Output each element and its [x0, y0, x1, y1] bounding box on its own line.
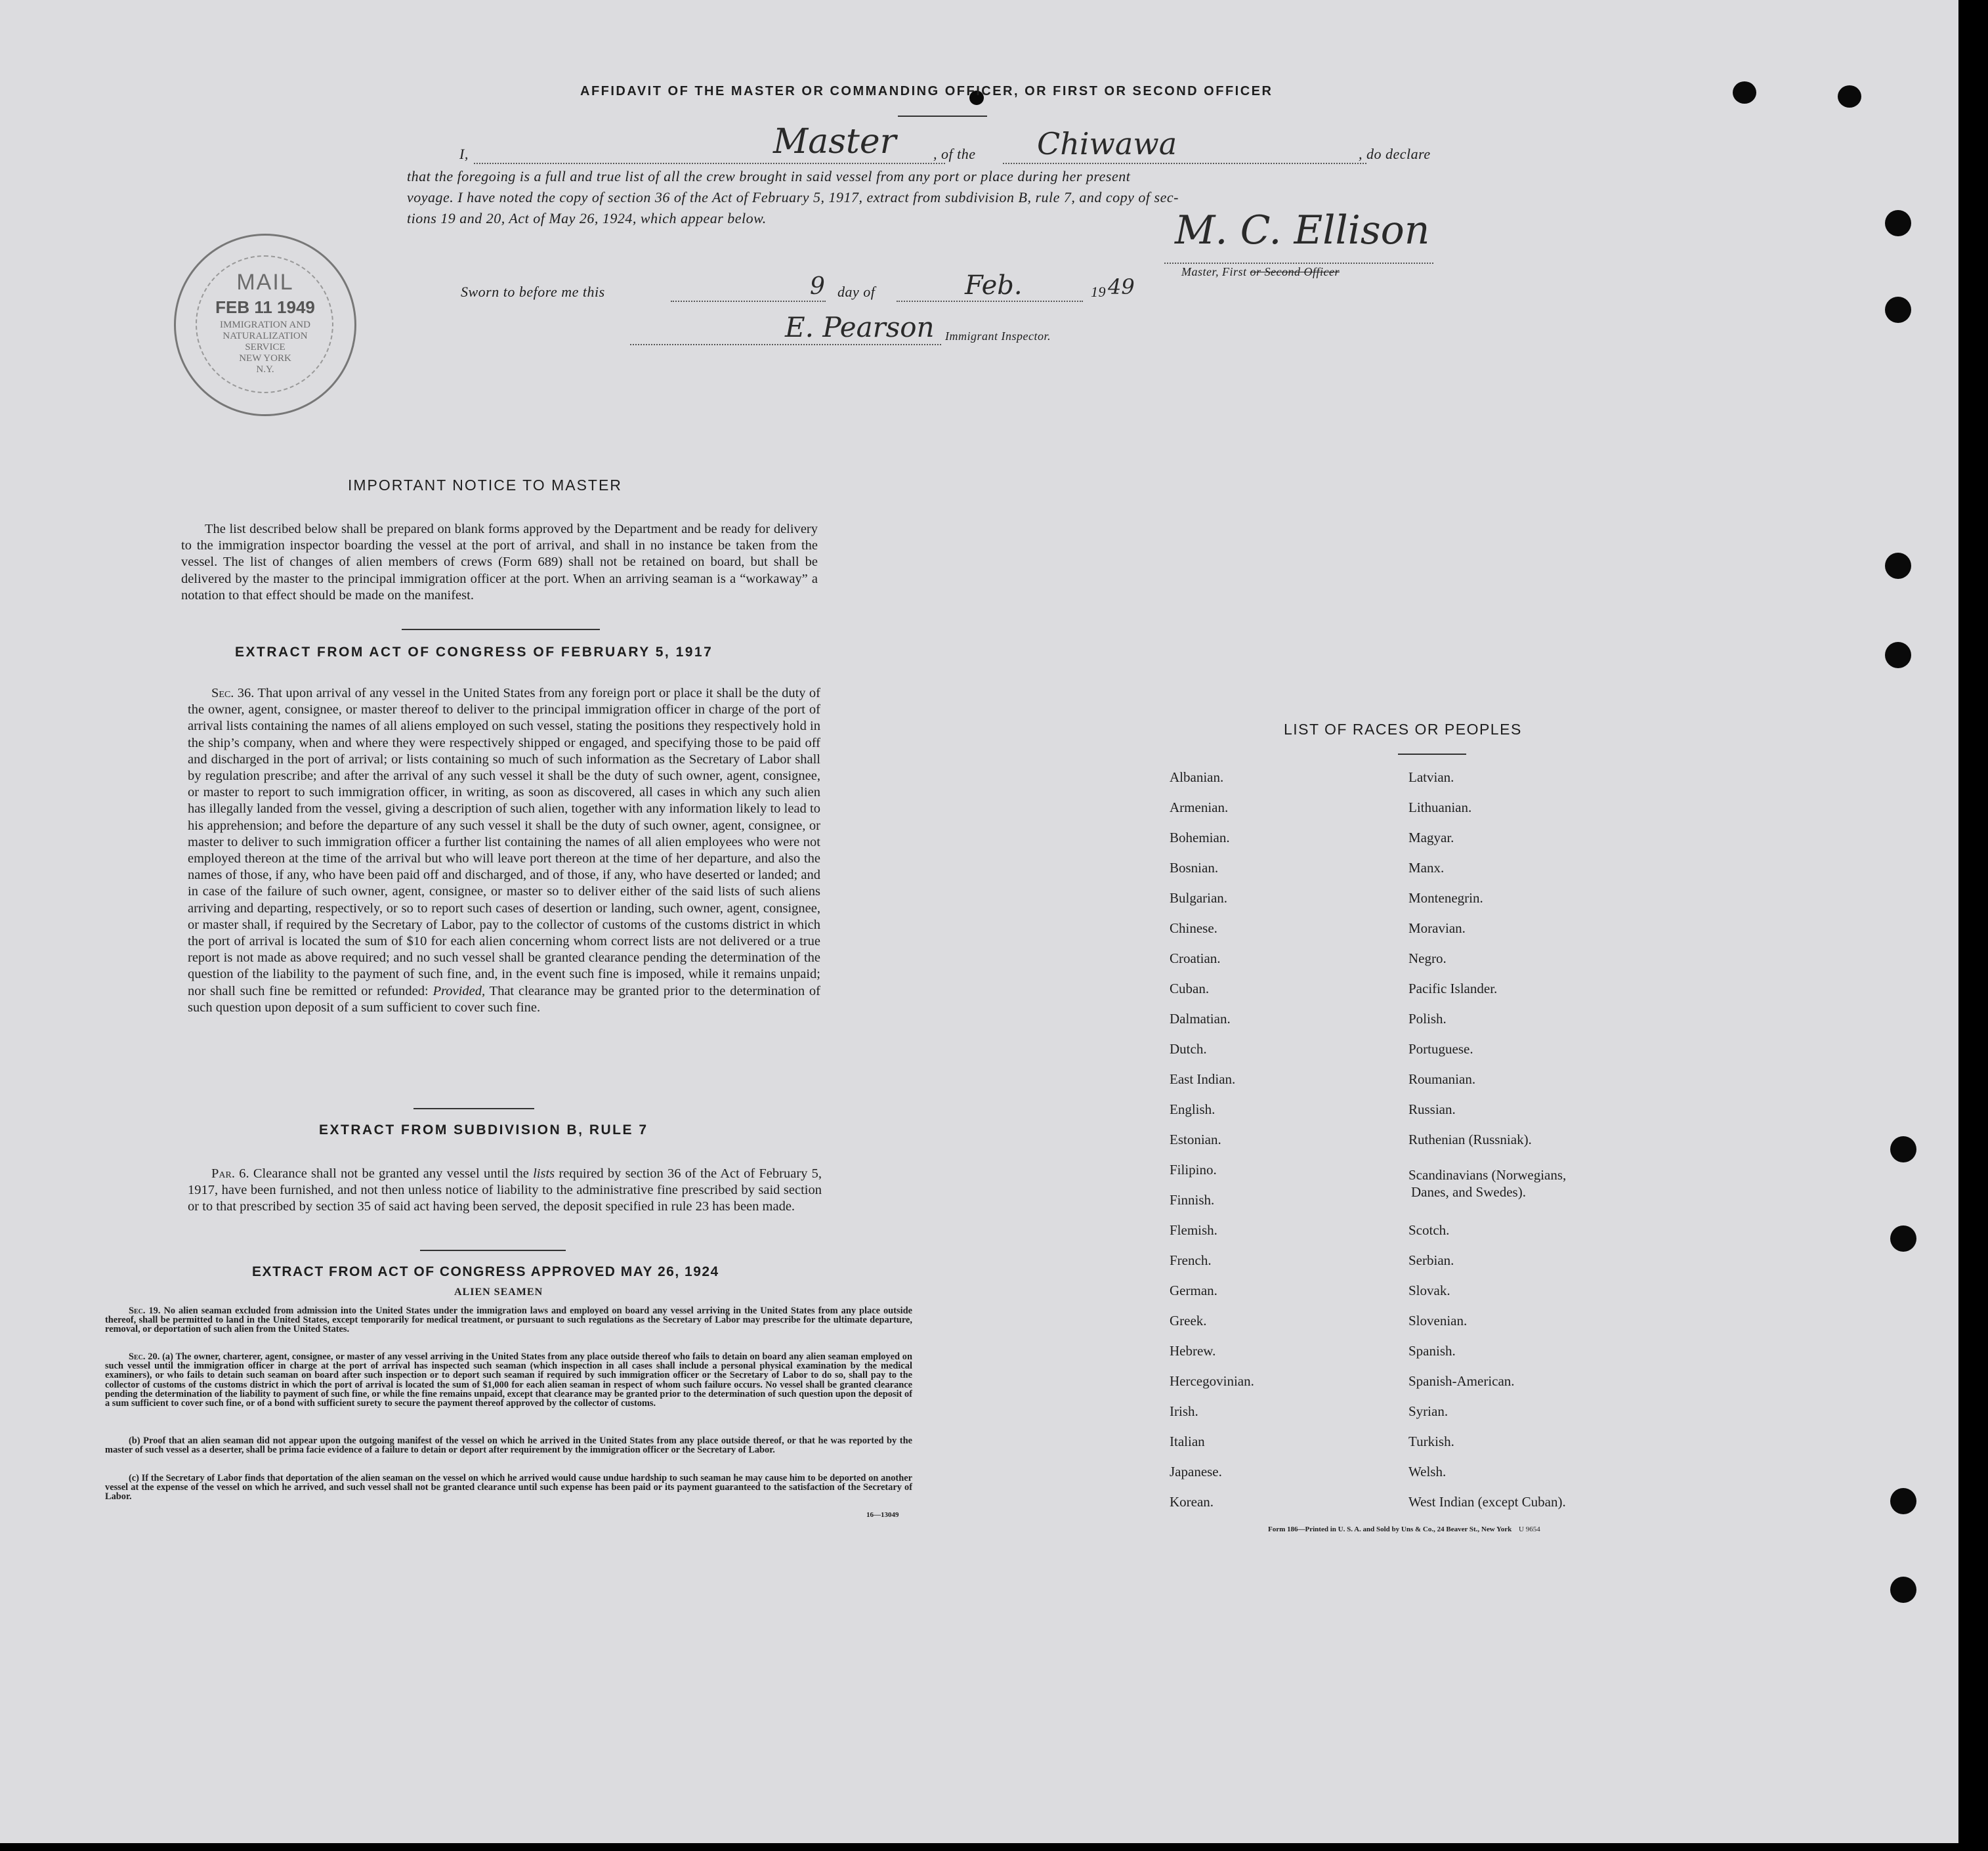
- race-item: Welsh.: [1408, 1464, 1447, 1479]
- race-item: Manx.: [1408, 860, 1445, 876]
- sec-20a-body: (a) The owner, charterer, agent, consignee, or master of any vessel arriving in the United States from any place outside thereof who fails to detain on board any alien seaman employed on such vessel until the immigration officer in charge at the port of arrival has inspected such seaman (which inspection in all cases shall include a personal physical examination by the medical examiners), or who fails to detain such seaman on board after such inspection or to deport such seaman if required by such immigration officer or the Secretary of Labor to do so, shall pay to the collector of customs of the customs district in which the port of arrival is located the sum of $1,000 for each alien seaman in respect of whom such failure occurs. No vessel shall be granted clearance pending the determination of the liability to payment of such fine, or while the fine remains unpaid, except that clearance may be granted prior to the determination of such question upon the deposit of a sum sufficient to cover such fine, or of a bond with sufficient surety to secure the payment thereof approved by the collector of customs.: [105, 1351, 912, 1409]
- year-prefix: 19: [1091, 284, 1106, 300]
- declaration-i: I,: [459, 146, 469, 162]
- printer-code: U 9654: [1519, 1525, 1540, 1533]
- race-item: East Indian.: [1170, 1071, 1236, 1087]
- printer-text: Form 186—Printed in U. S. A. and Sold by Uns & Co., 24 Beaver St., New York: [1268, 1525, 1512, 1533]
- race-item: Bulgarian.: [1170, 890, 1228, 906]
- year-suffix: 49: [1108, 274, 1135, 299]
- sec-20-label: Sec. 20.: [129, 1351, 160, 1362]
- race-item: Estonian.: [1170, 1132, 1221, 1147]
- declaration-line-3: tions 19 and 20, Act of May 26, 1924, which appear below.: [407, 210, 767, 226]
- divider: [1398, 754, 1466, 755]
- provided-word: Provided,: [433, 983, 486, 998]
- punch-hole: [1885, 297, 1911, 323]
- sec-19-label: Sec. 19.: [129, 1306, 161, 1316]
- race-item: Armenian.: [1170, 799, 1229, 815]
- sec-36-label: Sec. 36.: [211, 686, 255, 700]
- race-item: Japanese.: [1170, 1464, 1222, 1479]
- sworn-day: 9: [810, 273, 825, 300]
- sec-36-text-end: That clearance may be granted prior to the determination of such question upon deposit of a sum sufficient to cover such fine.: [188, 983, 820, 1015]
- race-item: English.: [1170, 1101, 1216, 1117]
- officer-handwritten: Master: [773, 122, 897, 161]
- extract-1924-title: EXTRACT FROM ACT OF CONGRESS APPROVED MAY 26, 1924: [252, 1264, 719, 1279]
- race-item: Albanian.: [1170, 769, 1224, 785]
- punch-hole: [1838, 85, 1861, 108]
- extract-1917-title: EXTRACT FROM ACT OF CONGRESS OF FEBRUARY 5, 1917: [235, 645, 713, 660]
- punch-hole: [1733, 81, 1756, 104]
- race-item: Finnish.: [1170, 1192, 1215, 1208]
- race-item: Spanish-American.: [1408, 1373, 1515, 1389]
- race-item: Montenegrin.: [1408, 890, 1483, 906]
- affidavit-title: AFFIDAVIT OF THE MASTER OR COMMANDING OFFICER, OR FIRST OR SECOND OFFICER: [580, 84, 1273, 98]
- notice-title: IMPORTANT NOTICE TO MASTER: [348, 477, 622, 494]
- race-item: Cuban.: [1170, 981, 1210, 996]
- race-item: Moravian.: [1408, 920, 1466, 936]
- sworn-label: Sworn to before me this: [461, 284, 605, 300]
- stamp-line-5: N.Y.: [256, 364, 274, 375]
- race-item: Flemish.: [1170, 1222, 1217, 1238]
- of-the-label: , of the: [933, 146, 976, 162]
- do-declare-label: , do declare: [1359, 146, 1431, 162]
- race-item: Syrian.: [1408, 1403, 1449, 1419]
- inspector-signature: E. Pearson: [785, 311, 935, 343]
- stamp-line-1: IMMIGRATION AND: [220, 320, 310, 330]
- race-item: Bohemian.: [1170, 830, 1230, 845]
- race-item: Chinese.: [1170, 920, 1217, 936]
- signature-field: [1164, 244, 1433, 264]
- punch-hole: [1885, 553, 1911, 579]
- rule-7-title: EXTRACT FROM SUBDIVISION B, RULE 7: [319, 1122, 648, 1138]
- rule-7-text: [188, 1166, 822, 1216]
- race-item: Latvian.: [1408, 769, 1454, 785]
- stamp-date: FEB 11 1949: [215, 297, 315, 317]
- sec-19-body: No alien seaman excluded from admission into the United States under the immigration laws and employed on board any vessel arriving in the United States from any place outside thereof, shall be permitted to land in the United States, except temporarily for medical treatment, or pursuant to such regulations as the Secretary of Labor may prescribe for the ultimate departure, removal, or deportation of such alien from the United States.: [105, 1306, 912, 1335]
- race-item: Spanish.: [1408, 1343, 1456, 1359]
- race-item: Greek.: [1170, 1313, 1207, 1329]
- caption-plain: Master, First: [1181, 265, 1247, 278]
- lists-word: lists: [533, 1166, 555, 1181]
- immigration-stamp: [174, 234, 356, 416]
- punch-hole: [1885, 210, 1911, 236]
- sec-19-text: [105, 1306, 912, 1334]
- signature-caption: [1181, 265, 1340, 279]
- race-item: Slovenian.: [1408, 1313, 1468, 1329]
- sec-20c-text: (c) If the Secretary of Labor finds that deportation of the alien seaman on the vessel on which he arrived would cause undue hardship to such seaman he may cause him to be deported on another vessel at the expense of the vessel on which he arrived, and such vessel shall not be granted clearance until such expense has been paid or its payment guaranteed to the satisfaction of the Secretary of Labor.: [105, 1473, 912, 1502]
- stamp-line-4: NEW YORK: [239, 353, 291, 364]
- race-item: German.: [1170, 1283, 1217, 1298]
- race-item: Dutch.: [1170, 1041, 1207, 1057]
- notice-text: The list described below shall be prepared on blank forms approved by the Department and be ready for delivery to the immigration inspector boarding the vessel at the port of arrival, and shall in no instance be taken from the vessel. The list of changes of alien members of crews (Form 689) shall not be retained on board, but shall be delivered by the master to the principal immigration officer at the port. When an arriving seaman is a “workaway” a notation to that effect should be made on the manifest.: [181, 522, 818, 603]
- race-item: West Indian (except Cuban).: [1408, 1494, 1566, 1510]
- punch-hole: [1890, 1225, 1916, 1252]
- race-item: Portuguese.: [1408, 1041, 1473, 1057]
- race-item: Magyar.: [1408, 830, 1454, 845]
- race-item: Scandinavians (Norwegians,: [1408, 1167, 1567, 1183]
- declaration-line-1: that the foregoing is a full and true list of all the crew brought in said vessel from any port or place during her present: [407, 168, 1131, 184]
- divider: [413, 1108, 534, 1109]
- sec-36-text: That upon arrival of any vessel in the United States from any foreign port or place it shall be the duty of the owner, agent, consignee, or master thereof to deliver to the principal immigration officer in charge of the port of arrival lists containing the names of all aliens employed on such vessel, stating the positions they respectively hold in the ship’s company, when and where they were respectively shipped or engaged, and specifying those to be paid off and discharged in the port of arrival; or lists containing so much of such information as the Secretary of Labor shall by regulation prescribe; and after the arrival of any such vessel it shall be the duty of such owner, agent, consignee, or master to report to such immigration officer, in writing, as soon as discovered, all cases in which any such alien has illegally landed from the vessel, giving a description of such alien, together with any information likely to lead to his apprehension; and before the departure of any such vessel it shall be the duty of such owner, agent, consignee, or master to deliver to such immigration officer a further list containing the names of all alien employees who were not employed thereon at the time of the arrival but who will leave port thereon at the time of her departure, and also the names of those, if any, who have been paid off and discharged, and of those, if any, who have deserted or landed; and in case of the failure of such owner, agent, consignee, or master so to deliver either of the said lists of such aliens arriving and departing, respectively, or so to report such cases of desertion or landing, such owner, agent, consignee, or master shall, if required by the Secretary of Labor, pay to the collector of customs of the customs district in which the port of arrival is located the sum of $10 for each alien concerning whom correct lists are not delivered or a true report is not made as above required; and no such vessel shall be granted clearance pending the determination of the question of the liability to the payment of such fine, and, in the event such fine is imposed, while it remains unpaid; nor shall such fine be remitted or refunded:: [188, 686, 820, 998]
- inspector-caption: Immigrant Inspector.: [945, 330, 1051, 343]
- race-item: Negro.: [1408, 950, 1447, 966]
- punch-hole: [1885, 642, 1911, 668]
- sec-20a-text: [105, 1352, 912, 1408]
- rule-7-text-a: Clearance shall not be granted any vessel until the: [253, 1166, 529, 1181]
- divider: [420, 1250, 566, 1251]
- master-signature: M. C. Ellison: [1175, 207, 1430, 253]
- day-of-label: day of: [837, 284, 876, 300]
- sec-20b-text: (b) Proof that an alien seaman did not appear upon the outgoing manifest of the vessel on which he arrived in the United States from any place outside thereof, or that he was reported by the master of such vessel as a deserter, shall be prima facie evidence of a failure to detain or deport after requirement by the immigration officer or the Secretary of Labor.: [105, 1436, 912, 1456]
- race-item: Turkish.: [1408, 1434, 1454, 1449]
- divider: [898, 116, 987, 117]
- race-item: Scotch.: [1408, 1222, 1450, 1238]
- race-item: Russian.: [1408, 1101, 1456, 1117]
- race-item: Ruthenian (Russniak).: [1408, 1132, 1532, 1147]
- race-item: Filipino.: [1170, 1162, 1217, 1178]
- rule-7-text-b: required by section 36 of the Act of February 5, 1917, have been furnished, and not then unless notice of liability to the administrative fine prescribed by said section or to that prescribed by section 35 of said act having been served, the deposit specified in rule 23 has been made.: [188, 1166, 822, 1214]
- vessel-handwritten: Chiwawa: [1037, 126, 1177, 161]
- race-item: Dalmatian.: [1170, 1011, 1231, 1027]
- par-6-label: Par. 6.: [211, 1166, 249, 1181]
- race-item: Hebrew.: [1170, 1343, 1216, 1359]
- punch-hole: [1890, 1577, 1916, 1603]
- race-item: Slovak.: [1408, 1283, 1450, 1298]
- stamp-line-3: SERVICE: [245, 342, 286, 352]
- punch-hole: [1890, 1488, 1916, 1514]
- race-item: Hercegovinian.: [1170, 1373, 1254, 1389]
- race-item: Serbian.: [1408, 1252, 1454, 1268]
- race-item: Lithuanian.: [1408, 799, 1472, 815]
- race-item: Danes, and Swedes).: [1411, 1184, 1526, 1200]
- caption-struck: or Second Officer: [1250, 265, 1340, 278]
- race-item: Korean.: [1170, 1494, 1214, 1510]
- race-item: Italian: [1170, 1434, 1205, 1449]
- sworn-month: Feb.: [965, 270, 1023, 301]
- alien-seamen-subtitle: ALIEN SEAMEN: [454, 1287, 543, 1298]
- race-item: Polish.: [1408, 1011, 1447, 1027]
- races-title: LIST OF RACES OR PEOPLES: [1284, 721, 1522, 738]
- race-item: French.: [1170, 1252, 1212, 1268]
- day-field: [671, 284, 826, 302]
- stamp-line-2: NATURALIZATION: [222, 331, 308, 341]
- race-item: Bosnian.: [1170, 860, 1219, 876]
- race-item: Irish.: [1170, 1403, 1198, 1419]
- divider: [402, 629, 600, 630]
- stamp-mail: MAIL: [236, 270, 294, 295]
- declaration-line-2: voyage. I have noted the copy of section 36 of the Act of February 5, 1917, extract from subdivision B, rule 7, and copy of sec-: [407, 189, 1179, 205]
- form-number: 16—13049: [866, 1511, 899, 1519]
- printer-line: [1268, 1525, 1540, 1533]
- extract-1917-text: [188, 685, 820, 1016]
- race-item: Croatian.: [1170, 950, 1221, 966]
- punch-hole: [1890, 1136, 1916, 1162]
- race-item: Pacific Islander.: [1408, 981, 1498, 996]
- race-item: Roumanian.: [1408, 1071, 1476, 1087]
